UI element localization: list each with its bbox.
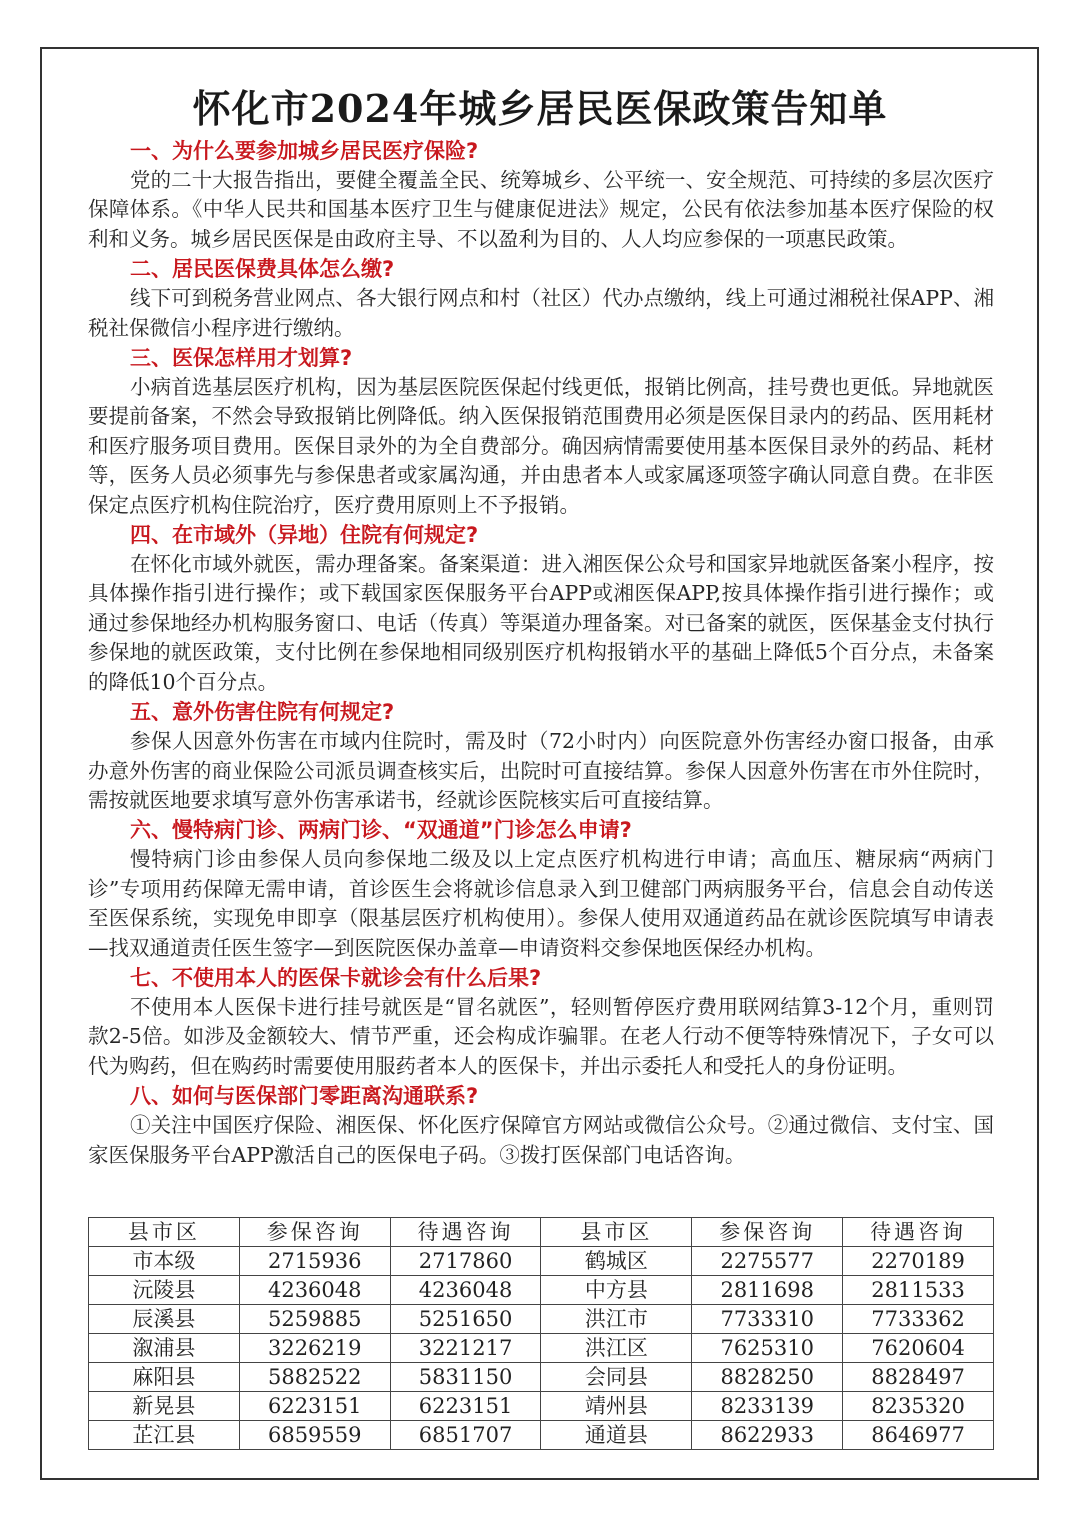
- table-cell: 3226219: [239, 1334, 390, 1363]
- header-county: 县市区: [541, 1218, 692, 1247]
- section-8: [88, 1081, 994, 1170]
- section-body: ①关注中国医疗保险、湘医保、怀化医疗保障官方网站或微信公众号。②通过微信、支付宝、国家医保服务平台APP激活自己的医保电子码。③拨打医保部门电话咨询。: [88, 1113, 994, 1167]
- page-title: 怀化市2024年城乡居民医保政策告知单: [192, 86, 888, 131]
- table-cell: 洪江市: [541, 1305, 692, 1334]
- table-cell: 辰溪县: [89, 1305, 240, 1334]
- section-body: 线下可到税务营业网点、各大银行网点和村（社区）代办点缴纳，线上可通过湘税社保APP、湘税社保微信小程序进行缴纳。: [88, 286, 994, 340]
- policy-content: [88, 136, 994, 1170]
- section-heading: 六、慢特病门诊、两病门诊、“双通道”门诊怎么申请?: [130, 818, 632, 843]
- table-cell: 8233139: [692, 1392, 843, 1421]
- table-cell: 7733362: [843, 1305, 994, 1334]
- contact-table: [88, 1217, 994, 1450]
- table-cell: 8828497: [843, 1363, 994, 1392]
- table-cell: 2717860: [390, 1247, 541, 1276]
- section-3: [88, 343, 994, 520]
- table-cell: 中方县: [541, 1276, 692, 1305]
- table-row: [89, 1334, 994, 1363]
- table-cell: 通道县: [541, 1421, 692, 1450]
- table-cell: 8622933: [692, 1421, 843, 1450]
- section-heading: 五、意外伤害住院有何规定?: [130, 700, 395, 725]
- header-enroll-consult: 参保咨询: [239, 1218, 390, 1247]
- table-cell: 8828250: [692, 1363, 843, 1392]
- section-body: 参保人因意外伤害在市域内住院时，需及时（72小时内）向医院意外伤害经办窗口报备，由承办意外伤害的商业保险公司派员调查核实后，出院时可直接结算。参保人因意外伤害在市外住院时，需按就医地要求填写意外伤害承诺书，经就诊医院核实后可直接结算。: [88, 729, 994, 812]
- table-row: [89, 1305, 994, 1334]
- table-cell: 7625310: [692, 1334, 843, 1363]
- table-cell: 鹤城区: [541, 1247, 692, 1276]
- section-body: 不使用本人医保卡进行挂号就医是“冒名就医”，轻则暂停医疗费用联网结算3-12个月，重则罚款2-5倍。如涉及金额较大、情节严重，还会构成诈骗罪。在老人行动不便等特殊情况下，子女可以代为购药，但在购药时需要使用服药者本人的医保卡，并出示委托人和受托人的身份证明。: [88, 994, 994, 1078]
- section-6: [88, 815, 994, 963]
- table-cell: 8235320: [843, 1392, 994, 1421]
- table-cell: 会同县: [541, 1363, 692, 1392]
- table-cell: 4236048: [239, 1276, 390, 1305]
- table-cell: 6859559: [239, 1421, 390, 1450]
- table-cell: 2811698: [692, 1276, 843, 1305]
- header-benefit-consult: 待遇咨询: [843, 1218, 994, 1247]
- section-5: [88, 697, 994, 815]
- table-cell: 7620604: [843, 1334, 994, 1363]
- table-cell: 2811533: [843, 1276, 994, 1305]
- header-county: 县市区: [89, 1218, 240, 1247]
- table-cell: 2715936: [239, 1247, 390, 1276]
- table-cell: 4236048: [390, 1276, 541, 1305]
- table-cell: 靖州县: [541, 1392, 692, 1421]
- table-row: [89, 1276, 994, 1305]
- table-row: [89, 1247, 994, 1276]
- section-7: [88, 963, 994, 1081]
- section-4: [88, 520, 994, 697]
- table-cell: 5882522: [239, 1363, 390, 1392]
- table-cell: 沅陵县: [89, 1276, 240, 1305]
- table-cell: 6851707: [390, 1421, 541, 1450]
- table-cell: 新晃县: [89, 1392, 240, 1421]
- table-cell: 6223151: [390, 1392, 541, 1421]
- table-cell: 5259885: [239, 1305, 390, 1334]
- section-heading: 二、居民医保费具体怎么缴?: [130, 257, 395, 282]
- table-header-row: [89, 1218, 994, 1247]
- section-heading: 八、如何与医保部门零距离沟通联系?: [130, 1084, 479, 1109]
- table-row: [89, 1421, 994, 1450]
- table-cell: 3221217: [390, 1334, 541, 1363]
- table-cell: 洪江区: [541, 1334, 692, 1363]
- section-heading: 七、不使用本人的医保卡就诊会有什么后果?: [130, 965, 542, 990]
- table-cell: 7733310: [692, 1305, 843, 1334]
- section-body: 慢特病门诊由参保人员向参保地二级及以上定点医疗机构进行申请；高血压、糖尿病“两病门诊”专项用药保障无需申请，首诊医生会将就诊信息录入到卫健部门两病服务平台，信息会自动传送至医保系统，实现免申即享（限基层医疗机构使用）。参保人使用双通道药品在就诊医院填写申请表—找双通道责任医生签字—到医院医保办盖章—申请资料交参保地医保经办机构。: [88, 847, 994, 960]
- table-cell: 6223151: [239, 1392, 390, 1421]
- section-2: [88, 254, 994, 343]
- header-enroll-consult: 参保咨询: [692, 1218, 843, 1247]
- section-body: 党的二十大报告指出，要健全覆盖全民、统筹城乡、公平统一、安全规范、可持续的多层次医疗保障体系。《中华人民共和国基本医疗卫生与健康促进法》规定，公民有依法参加基本医疗保险的权利和义务。城乡居民医保是由政府主导、不以盈利为目的、人人均应参保的一项惠民政策。: [88, 168, 994, 251]
- section-heading: 三、医保怎样用才划算?: [130, 346, 353, 371]
- table-cell: 5251650: [390, 1305, 541, 1334]
- table-cell: 芷江县: [89, 1421, 240, 1450]
- table-row: [89, 1392, 994, 1421]
- section-body: 小病首选基层医疗机构，因为基层医院医保起付线更低，报销比例高，挂号费也更低。异地就医要提前备案，不然会导致报销比例降低。纳入医保报销范围费用必须是医保目录内的药品、医用耗材和医疗服务项目费用。医保目录外的为全自费部分。确因病情需要使用基本医保目录外的药品、耗材等，医务人员必须事先与参保患者或家属沟通，并由患者本人或家属逐项签字确认同意自费。在非医保定点医疗机构住院治疗，医疗费用原则上不予报销。: [88, 375, 994, 517]
- section-1: [88, 136, 994, 254]
- table-row: [89, 1363, 994, 1392]
- table-cell: 麻阳县: [89, 1363, 240, 1392]
- table-cell: 2270189: [843, 1247, 994, 1276]
- header-benefit-consult: 待遇咨询: [390, 1218, 541, 1247]
- table-cell: 市本级: [89, 1247, 240, 1276]
- section-body: 在怀化市域外就医，需办理备案。备案渠道：进入湘医保公众号和国家异地就医备案小程序，按具体操作指引进行操作；或下载国家医保服务平台APP或湘医保APP,按具体操作指引进行操作；或通过参保地经办机构服务窗口、电话（传真）等渠道办理备案。对已备案的就医，医保基金支付执行参保地的就医政策，支付比例在参保地相同级别医疗机构报销水平的基础上降低5个百分点，未备案的降低10个百分点。: [88, 552, 994, 694]
- table-cell: 5831150: [390, 1363, 541, 1392]
- table-cell: 溆浦县: [89, 1334, 240, 1363]
- section-heading: 一、为什么要参加城乡居民医疗保险?: [130, 139, 479, 163]
- section-heading: 四、在市域外（异地）住院有何规定?: [130, 523, 479, 548]
- table-cell: 2275577: [692, 1247, 843, 1276]
- table-cell: 8646977: [843, 1421, 994, 1450]
